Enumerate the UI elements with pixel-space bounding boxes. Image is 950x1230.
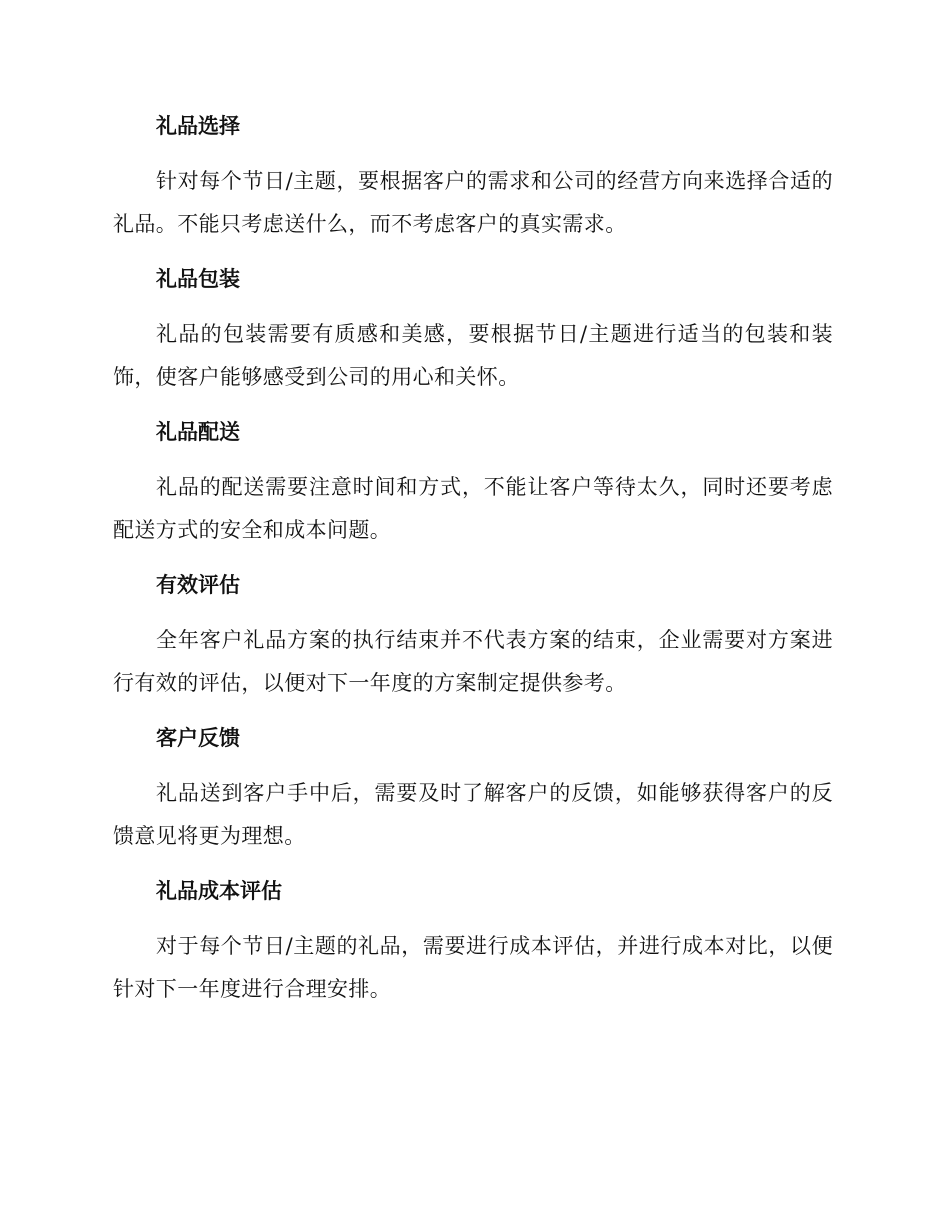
section-heading: 礼品包装 [156,267,240,291]
section-gift-cost-evaluation [113,871,833,1011]
section-heading: 礼品配送 [156,420,240,444]
section-heading: 礼品选择 [156,114,240,138]
document-page [113,106,833,1024]
section-gift-delivery [113,412,833,552]
section-effective-evaluation [113,565,833,705]
section-paragraph: 礼品送到客户手中后，需要及时了解客户的反馈，如能够获得客户的反馈意见将更为理想。 [113,781,833,848]
section-heading: 礼品成本评估 [156,879,282,903]
section-paragraph: 针对每个节日/主题，要根据客户的需求和公司的经营方向来选择合适的礼品。不能只考虑送什么，而不考虑客户的真实需求。 [113,169,833,236]
section-gift-selection [113,106,833,246]
section-customer-feedback [113,718,833,858]
section-heading: 有效评估 [156,573,240,597]
section-heading: 客户反馈 [156,726,240,750]
section-paragraph: 礼品的包装需要有质感和美感，要根据节日/主题进行适当的包装和装饰，使客户能够感受到公司的用心和关怀。 [113,322,833,389]
section-paragraph: 全年客户礼品方案的执行结束并不代表方案的结束，企业需要对方案进行有效的评估，以便对下一年度的方案制定提供参考。 [113,628,833,695]
section-paragraph: 礼品的配送需要注意时间和方式，不能让客户等待太久，同时还要考虑配送方式的安全和成本问题。 [113,475,833,542]
section-paragraph: 对于每个节日/主题的礼品，需要进行成本评估，并进行成本对比，以便针对下一年度进行合理安排。 [113,934,833,1001]
section-gift-packaging [113,259,833,399]
